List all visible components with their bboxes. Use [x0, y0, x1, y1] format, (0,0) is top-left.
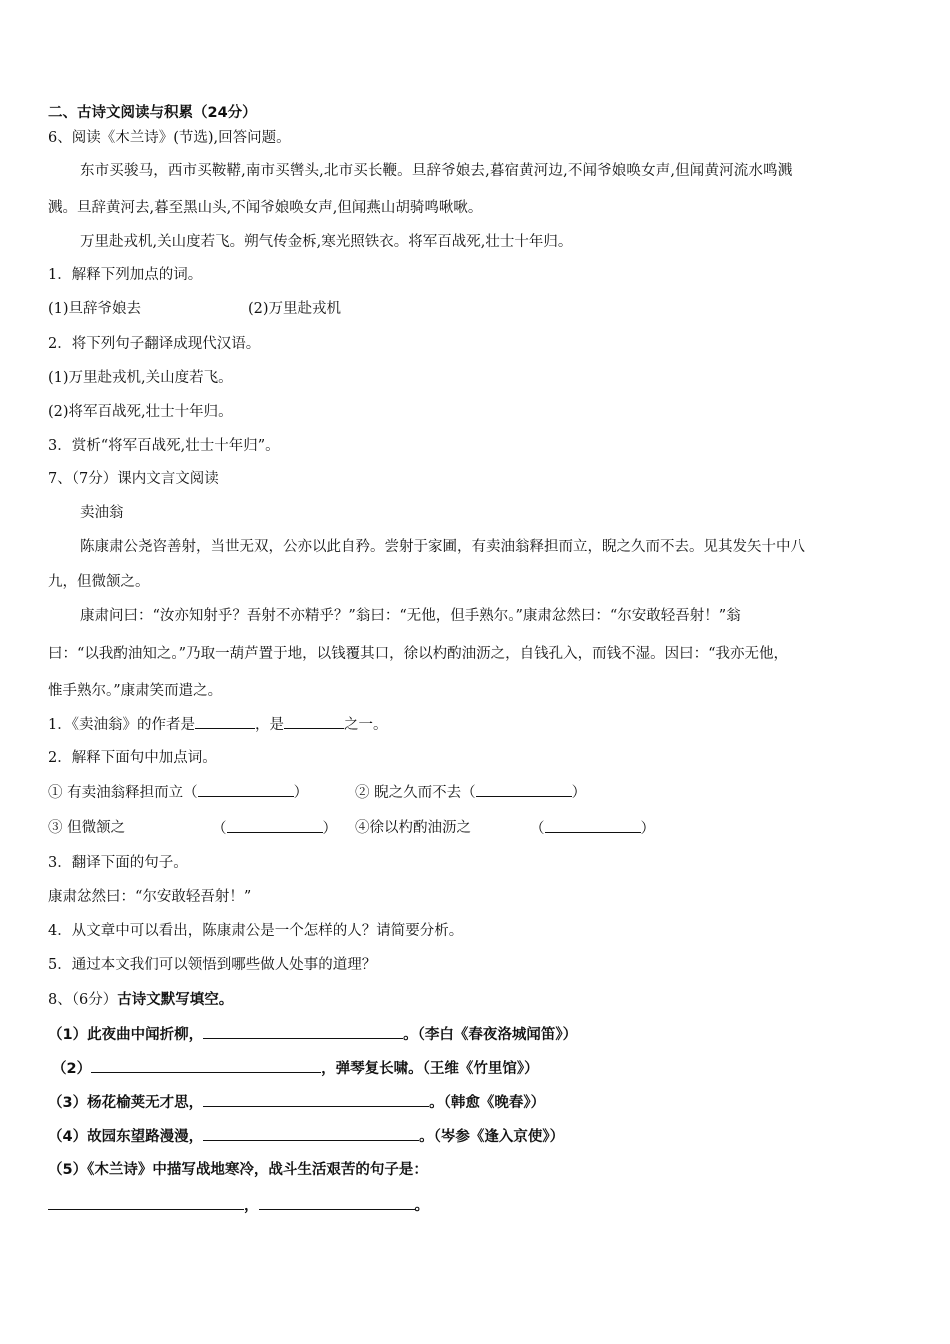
q8-l2-a: （2）	[52, 1061, 92, 1077]
q8-line-3	[48, 1092, 545, 1113]
q6-sub3: 3．赏析“将军百战死,壮士十年归”。	[48, 438, 280, 454]
answer-blank[interactable]	[203, 1024, 403, 1039]
q7-passage-line: 康肃问曰：“汝亦知射乎？吾射不亦精乎？”翁曰：“无他，但手熟尔。”康肃忿然曰：“尔安敢轻吾射！”翁	[80, 608, 741, 624]
q7-sub2-3-text: ③ 但微颔之	[48, 820, 126, 836]
q7-sub2: 2．解释下面句中加点词。	[48, 750, 217, 766]
q8-title	[48, 990, 233, 1010]
answer-blank[interactable]	[545, 818, 641, 833]
q6-passage-line: 东市买骏马，西市买鞍鞯,南市买辔头,北市买长鞭。旦辞爷娘去,暮宿黄河边,不闻爷娘唤女声,但闻黄河流水鸣溅	[80, 163, 793, 179]
paren-open: （	[530, 821, 545, 837]
q7-sub2-item-2	[355, 782, 586, 803]
q7-passage-line: 惟手熟尔。”康肃笑而遣之。	[48, 683, 223, 699]
q7-sub1-text-b: ，是	[254, 717, 284, 733]
q7-passage-line: 陈康肃公尧咨善射，当世无双，公亦以此自矜。尝射于家圃，有卖油翁释担而立，睨之久而不去。见其发矢十中八	[80, 539, 805, 555]
answer-blank[interactable]	[227, 818, 323, 833]
q7-sub1-text-a: 1．《卖油翁》的作者是	[48, 717, 195, 733]
q6-title: 6、阅读《木兰诗》(节选),回答问题。	[48, 130, 291, 146]
q8-line-6	[48, 1195, 429, 1216]
q6-sub2-a: (1)万里赴戎机,关山度若飞。	[48, 370, 233, 386]
q7-sub3-sentence: 康肃忿然曰：“尔安敢轻吾射！”	[48, 889, 252, 905]
answer-blank[interactable]	[91, 1058, 321, 1073]
q6-sub1: 1．解释下列加点的词。	[48, 267, 203, 283]
q7-sub4: 4．从文章中可以看出，陈康肃公是一个怎样的人？请简要分析。	[48, 923, 464, 939]
q7-passage-line: 曰：“以我酌油知之。”乃取一葫芦置于地，以钱覆其口，徐以杓酌油沥之，自钱孔入，而钱不湿。因曰：“我亦无他，	[48, 646, 788, 662]
q8-line-4	[48, 1126, 564, 1147]
paren-close: ）	[571, 785, 587, 801]
q8-line-2	[52, 1058, 539, 1079]
paren-close: ）	[640, 821, 655, 837]
q8-l4-a: （4）故园东望路漫漫，	[48, 1129, 204, 1145]
answer-blank[interactable]	[203, 1126, 419, 1141]
q6-sub1-b: (2)万里赴戎机	[248, 301, 342, 317]
q6-sub2: 2．将下列句子翻译成现代汉语。	[48, 336, 261, 352]
q7-sub2-2-text: ② 睨之久而不去（	[355, 785, 476, 801]
q6-sub1-a: (1)旦辞爷娘去	[48, 301, 142, 317]
q8-title-b: 古诗文默写填空。	[117, 992, 234, 1008]
q7-title: 7、（7分）课内文言文阅读	[48, 471, 219, 487]
q8-l3-b: 。（韩愈《晚春》）	[429, 1095, 546, 1111]
answer-blank[interactable]	[284, 714, 344, 729]
q7-sub2-item-3	[212, 818, 337, 839]
q7-sub3: 3．翻译下面的句子。	[48, 855, 188, 871]
q8-l4-b: 。（岑参《逢入京使》）	[419, 1129, 565, 1145]
q8-l1-b: 。（李白《春夜洛城闻笛》）	[403, 1027, 578, 1043]
q7-sub2-item-4	[530, 818, 655, 839]
q7-passage-title: 卖油翁	[80, 505, 124, 521]
q8-title-a: 8、（6分）	[48, 992, 118, 1008]
answer-blank[interactable]	[195, 714, 255, 729]
paren-close: ）	[322, 821, 337, 837]
q7-sub2-1-text: ① 有卖油翁释担而立（	[48, 785, 198, 801]
q8-line-5: （5）《木兰诗》中描写战地寒冷，战斗生活艰苦的句子是：	[48, 1162, 428, 1178]
answer-blank[interactable]	[48, 1195, 244, 1210]
q8-l6-sep: ，	[244, 1198, 259, 1214]
q8-line-1	[48, 1024, 577, 1045]
answer-blank[interactable]	[203, 1092, 429, 1107]
paren-close: ）	[293, 785, 309, 801]
q8-l1-a: （1）此夜曲中闻折柳，	[48, 1027, 204, 1043]
q7-passage-line: 九，但微颔之。	[48, 574, 150, 590]
q8-l2-b: ，弹琴复长啸。（王维《竹里馆》）	[321, 1061, 539, 1077]
q7-sub5: 5．通过本文我们可以领悟到哪些做人处事的道理？	[48, 957, 377, 973]
answer-blank[interactable]	[476, 782, 572, 797]
answer-blank[interactable]	[259, 1195, 415, 1210]
q6-passage-line: 溅。旦辞黄河去,暮至黑山头,不闻爷娘唤女声,但闻燕山胡骑鸣啾啾。	[48, 200, 483, 216]
answer-blank[interactable]	[198, 782, 294, 797]
q6-sub2-b: (2)将军百战死,壮士十年归。	[48, 404, 233, 420]
q8-l6-end: 。	[414, 1198, 429, 1214]
q7-sub2-4-text: ④徐以杓酌油沥之	[355, 820, 471, 836]
q6-passage-line: 万里赴戎机,关山度若飞。朔气传金柝,寒光照铁衣。将军百战死,壮士十年归。	[80, 234, 573, 250]
q7-sub1	[48, 714, 387, 735]
section-title: 二、古诗文阅读与积累（24分）	[48, 105, 257, 121]
q7-sub1-text-c: 之一。	[343, 717, 388, 733]
q8-l3-a: （3）杨花榆荚无才思，	[48, 1095, 204, 1111]
paren-open: （	[212, 821, 227, 837]
q7-sub2-item-1	[48, 782, 308, 803]
